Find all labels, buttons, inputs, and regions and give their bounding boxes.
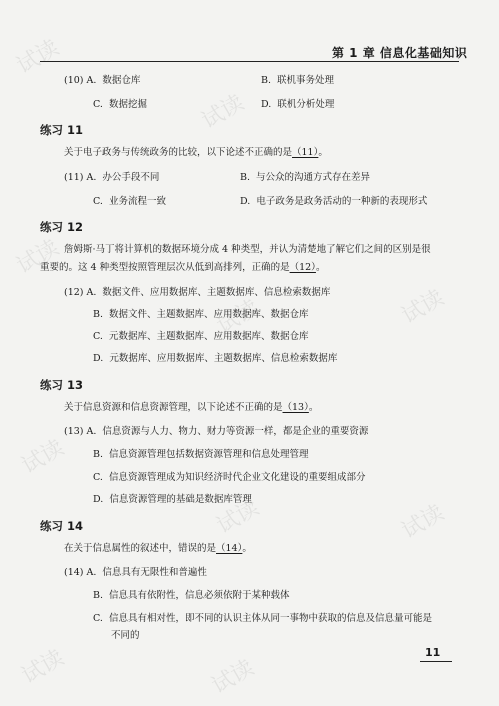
watermark: 试读 bbox=[397, 285, 449, 330]
q14-option-a: (14) A. 信息具有无限性和普遍性 bbox=[64, 567, 207, 578]
watermark: 试读 bbox=[212, 495, 264, 540]
watermark: 试读 bbox=[207, 655, 259, 700]
watermark: 试读 bbox=[17, 645, 69, 690]
q14-option-b: B. 信息具有依附性，信息必须依附于某种载体 bbox=[93, 590, 290, 601]
q10-option-d: D. 联机分析处理 bbox=[261, 99, 335, 110]
exercise-13-question: 关于信息资源和信息资源管理，以下论述不正确的是（13）。 bbox=[64, 402, 319, 413]
q12-option-d: D. 元数据库、应用数据库、主题数据库、信息检索数据库 bbox=[93, 353, 338, 364]
page-number: 11 bbox=[425, 646, 441, 659]
exercise-13-title: 练习 13 bbox=[40, 378, 84, 392]
exercise-11-question: 关于电子政务与传统政务的比较，以下论述不正确的是（11）。 bbox=[64, 147, 328, 158]
q11-option-b: B. 与公众的沟通方式存在差异 bbox=[240, 172, 371, 183]
page-number-rule bbox=[420, 661, 452, 662]
watermark: 试读 bbox=[12, 35, 64, 80]
q12-option-c: C. 元数据库、主题数据库、应用数据库、数据仓库 bbox=[93, 331, 309, 342]
header-rule bbox=[40, 61, 459, 62]
exercise-11-title: 练习 11 bbox=[40, 123, 84, 137]
q11-option-c: C. 业务流程一致 bbox=[93, 196, 166, 207]
exercise-14-title: 练习 14 bbox=[40, 519, 84, 533]
q11-option-d: D. 电子政务是政务活动的一种新的表现形式 bbox=[240, 196, 428, 207]
exercise-12-title: 练习 12 bbox=[40, 220, 84, 234]
running-head: 第 1 章 信息化基础知识 bbox=[332, 46, 468, 60]
exercise-12-question-line1: 詹姆斯·马丁将计算机的数据环境分成 4 种类型，并认为清楚地了解它们之间的区别是很 bbox=[64, 244, 431, 255]
exercise-12-question-line2: 重要的。这 4 种类型按照管理层次从低到高排列，正确的是（12）。 bbox=[40, 262, 326, 273]
watermark: 试读 bbox=[212, 295, 264, 340]
exercise-14-question: 在关于信息属性的叙述中，错误的是（14）。 bbox=[64, 543, 252, 554]
q11-option-a: (11) A. 办公手段不同 bbox=[64, 172, 160, 183]
q14-option-c-continued: 不同的 bbox=[111, 630, 140, 641]
q10-option-c: C. 数据挖掘 bbox=[93, 99, 147, 110]
q10-option-b: B. 联机事务处理 bbox=[261, 75, 335, 86]
watermark: 试读 bbox=[397, 500, 449, 545]
q12-option-a: (12) A. 数据文件、应用数据库、主题数据库、信息检索数据库 bbox=[64, 287, 331, 298]
q13-option-a: (13) A. 信息资源与人力、物力、财力等资源一样，都是企业的重要资源 bbox=[64, 426, 369, 437]
q10-option-a: (10) A. 数据仓库 bbox=[64, 75, 141, 86]
q12-option-b: B. 数据文件、主题数据库、应用数据库、数据仓库 bbox=[93, 309, 309, 320]
q13-option-d: D. 信息资源管理的基础是数据库管理 bbox=[93, 494, 252, 505]
watermark: 试读 bbox=[17, 435, 69, 480]
q14-option-c: C. 信息具有相对性，即不同的认识主体从同一事物中获取的信息及信息量可能是 bbox=[93, 613, 432, 624]
q13-option-c: C. 信息资源管理成为知识经济时代企业文化建设的重要组成部分 bbox=[93, 472, 366, 483]
q13-option-b: B. 信息资源管理包括数据资源管理和信息处理管理 bbox=[93, 449, 309, 460]
watermark: 试读 bbox=[197, 90, 249, 135]
watermark: 试读 bbox=[12, 235, 64, 280]
